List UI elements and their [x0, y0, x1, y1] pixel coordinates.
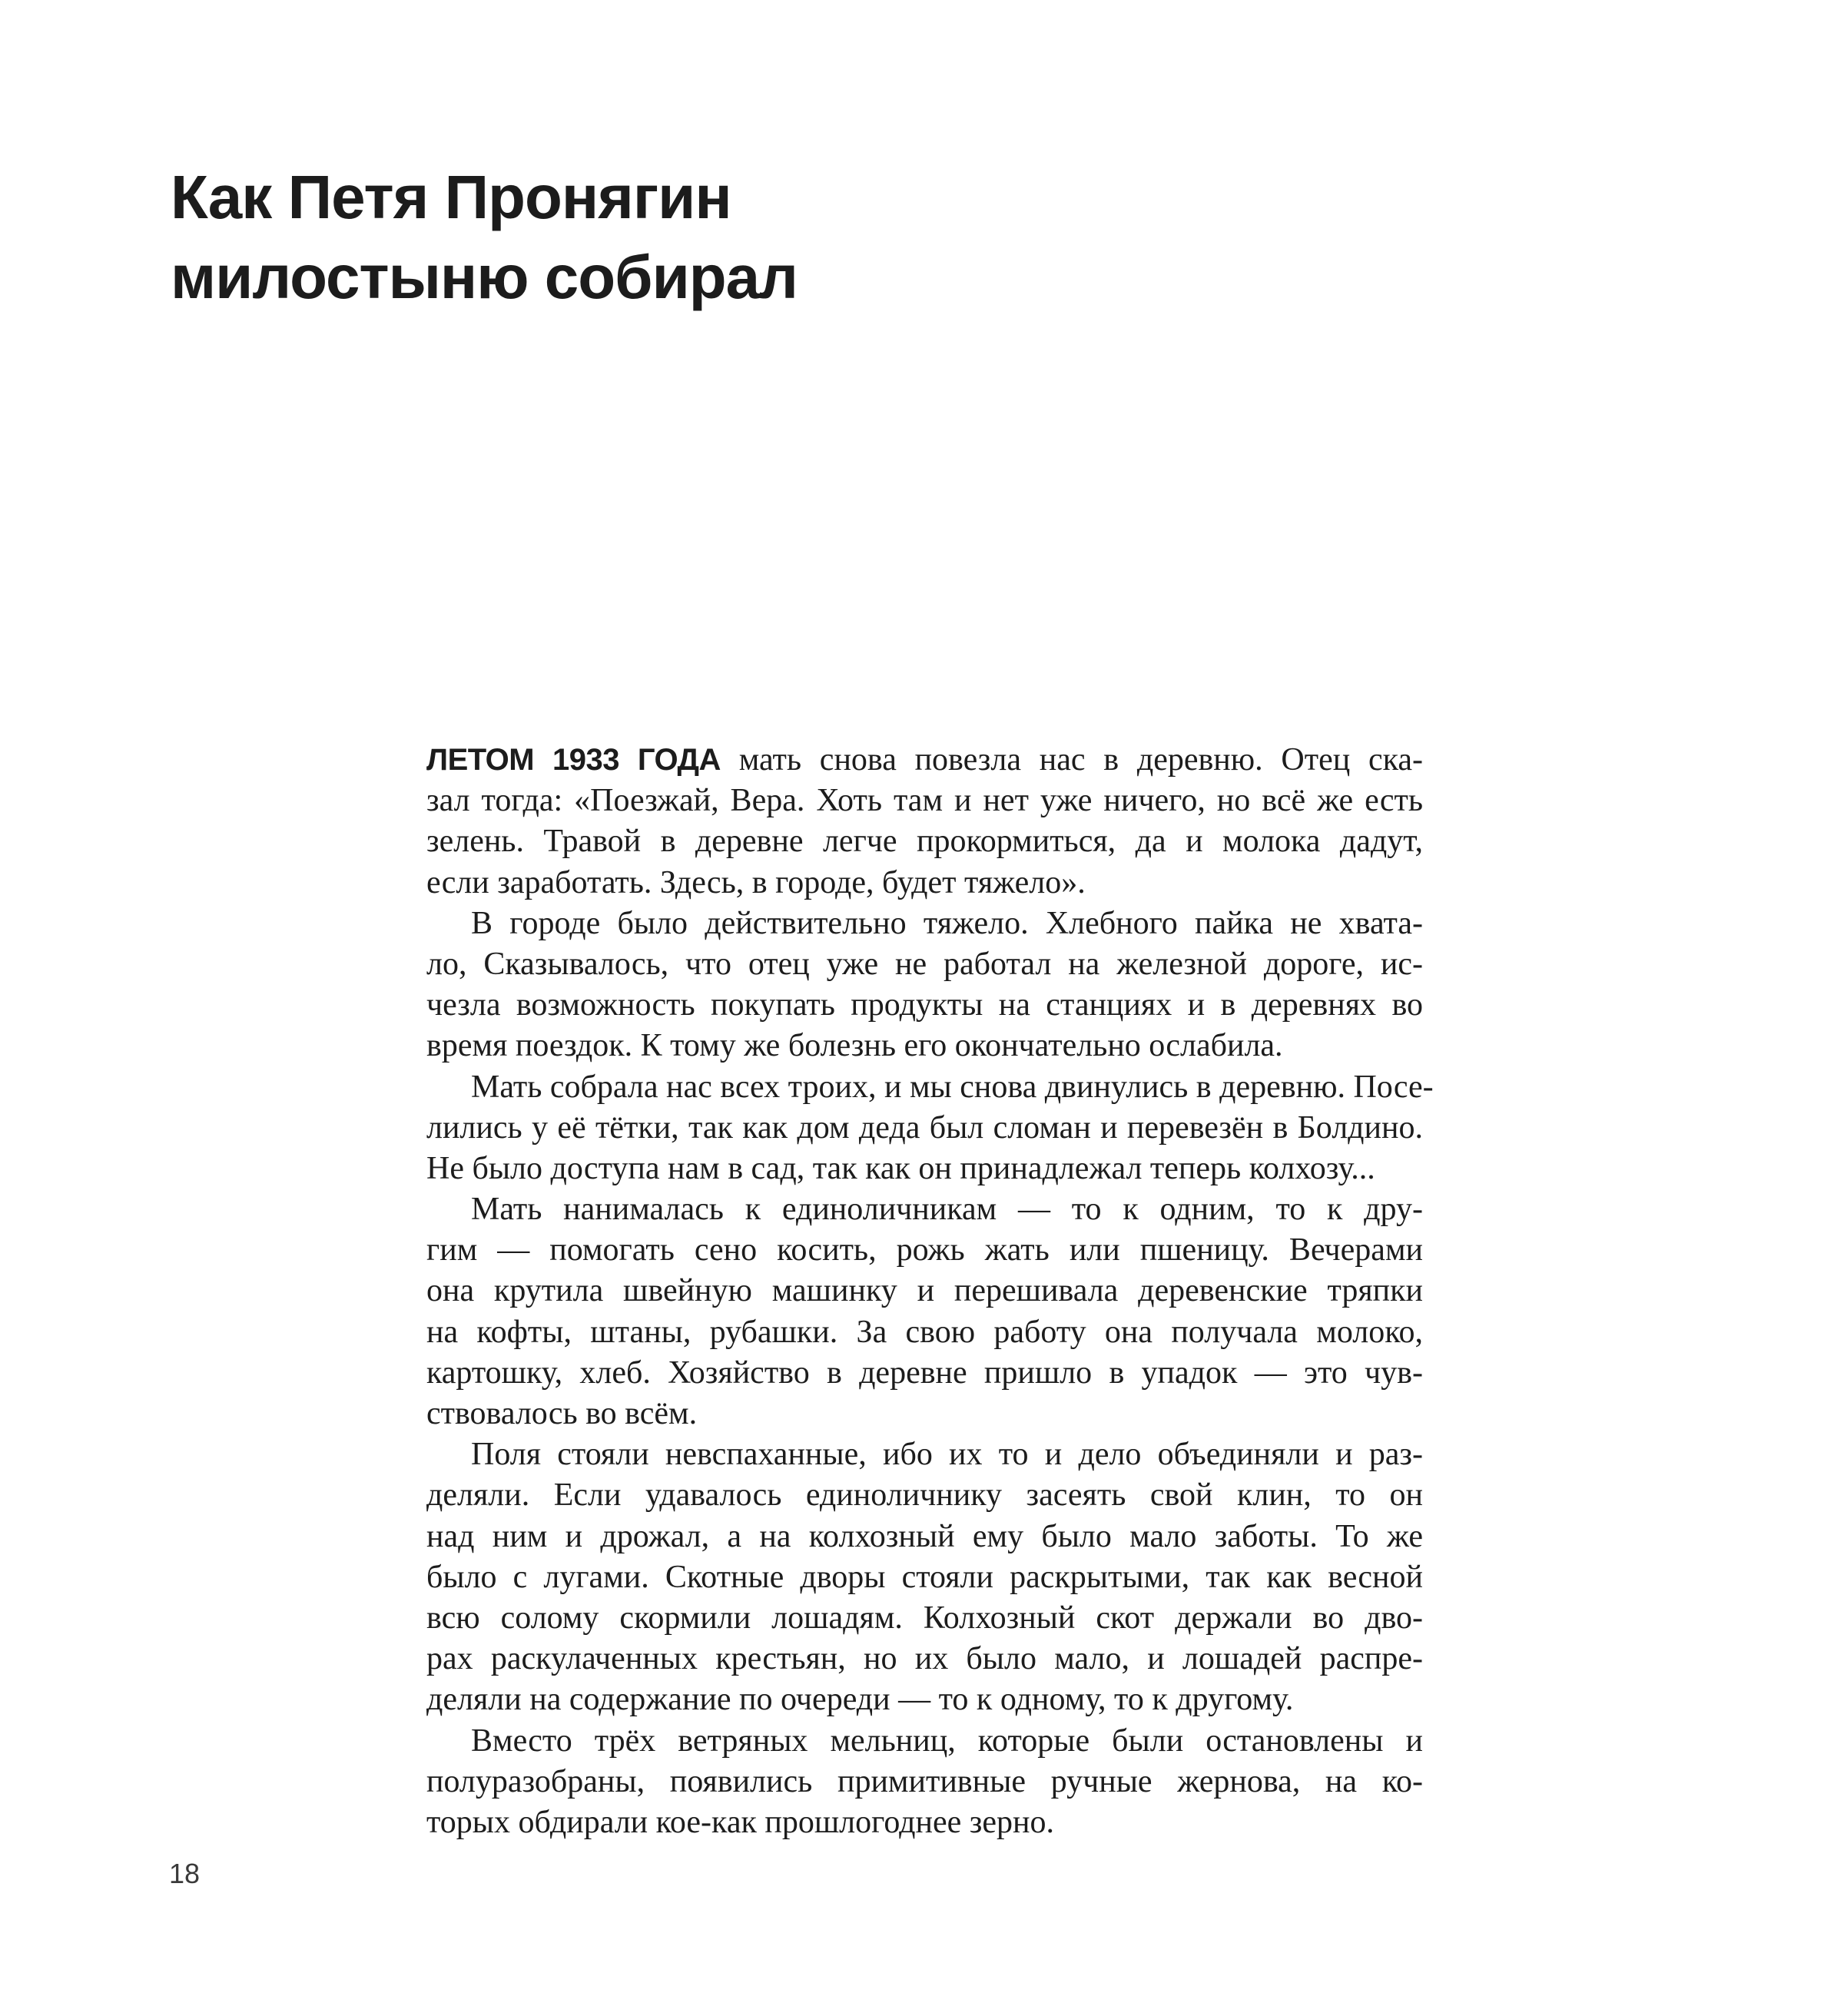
body-line: всю солому скормили лошадям. Колхозный скот держали во дво-	[426, 1600, 1423, 1636]
body-line: зелень. Травой в деревне легче прокормиться, да и молока дадут,	[426, 824, 1423, 860]
body-line: лились у её тётки, так как дом деда был сломан и перевезён в Болдино.	[426, 1109, 1423, 1146]
paragraph-1-line-1	[426, 740, 1423, 781]
body-line: ло, Сказывалось, что отец уже не работал на железной дороге, ис-	[426, 946, 1423, 982]
lead-in: ЛЕТОМ 1933 ГОДА	[426, 743, 721, 777]
body-line: было с лугами. Скотные дворы стояли раскрытыми, так как весной	[426, 1559, 1423, 1595]
body-line: Поля стояли невспаханные, ибо их то и дело объединяли и раз-	[471, 1437, 1423, 1473]
body-line: зал тогда: «Поезжай, Вера. Хоть там и нет уже ничего, но всё же есть	[426, 783, 1423, 819]
chapter-body	[426, 740, 1434, 1843]
body-line: чезла возможность покупать продукты на станциях и в деревнях во	[426, 987, 1423, 1023]
body-line: В городе было действительно тяжело. Хлебного пайка не хвата-	[471, 905, 1423, 941]
body-line: мать снова повезла нас в деревню. Отец ска-	[720, 742, 1423, 778]
chapter-title-line-1: Как Петя Пронягин	[171, 163, 731, 231]
body-line: деляли. Если удавалось единоличнику засеять свой клин, то он	[426, 1477, 1423, 1514]
body-line: время поездок. К тому же болезнь его окончательно ослабила.	[426, 1028, 1283, 1064]
body-line: Вместо трёх ветряных мельниц, которые были остановлены и	[471, 1723, 1423, 1759]
body-line: торых обдирали кое-как прошлогоднее зерно.	[426, 1804, 1054, 1840]
body-line: рах раскулаченных крестьян, но их было мало, и лошадей распре-	[426, 1641, 1423, 1677]
body-line: полуразобраны, появились примитивные ручные жернова, на ко-	[426, 1763, 1423, 1799]
chapter-title	[171, 158, 1246, 317]
body-line: над ним и дрожал, а на колхозный ему было мало заботы. То же	[426, 1518, 1423, 1554]
body-line: если заработать. Здесь, в городе, будет тяжело».	[426, 864, 1086, 900]
body-line: ствовалось во всём.	[426, 1396, 698, 1431]
body-line: гим — помогать сено косить, рожь жать или пшеницу. Вечерами	[426, 1232, 1423, 1268]
chapter-title-line-2: милостыню собирал	[171, 243, 798, 311]
body-line: она крутила швейную машинку и перешивала деревенские тряпки	[426, 1273, 1423, 1309]
body-line: Мать нанималась к единоличникам — то к одним, то к дру-	[471, 1192, 1423, 1228]
body-line: деляли на содержание по очереди — то к одному, то к другому.	[426, 1682, 1294, 1718]
page-number: 18	[169, 1858, 201, 1889]
body-line: Мать собрала нас всех троих, и мы снова двинулись в деревню. Посе-	[471, 1069, 1434, 1105]
body-line: картошку, хлеб. Хозяйство в деревне пришло в упадок — это чув-	[426, 1354, 1423, 1391]
body-line: на кофты, штаны, рубашки. За свою работу она получала молоко,	[426, 1314, 1423, 1350]
body-line: Не было доступа нам в сад, так как он принадлежал теперь колхозу...	[426, 1150, 1375, 1186]
